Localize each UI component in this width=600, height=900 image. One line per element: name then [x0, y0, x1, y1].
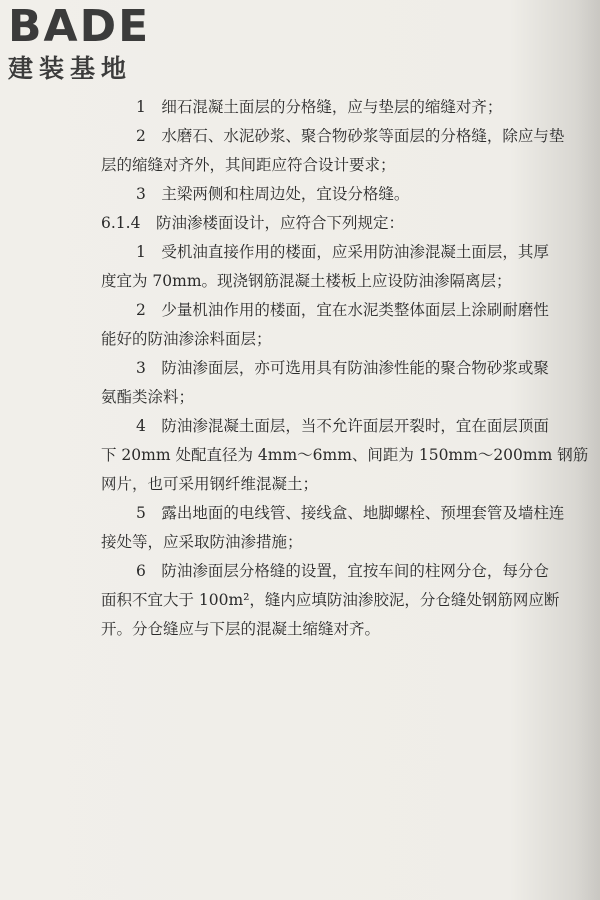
logo-mark: BADE	[8, 1, 151, 52]
text-line: 1 受机油直接作用的楼面，应采用防油渗混凝土面层，其厚	[136, 243, 549, 261]
text-line: 3 防油渗面层，亦可选用具有防油渗性能的聚合物砂浆或聚	[136, 359, 549, 377]
text-line: 接处等，应采取防油渗措施；	[101, 533, 303, 551]
text-line: 开。分仓缝应与下层的混凝土缩缝对齐。	[101, 620, 381, 638]
text-line: 层的缩缝对齐外，其间距应符合设计要求；	[101, 156, 396, 174]
text-line: 6 防油渗面层分格缝的设置，宜按车间的柱网分仓，每分仓	[136, 562, 549, 580]
text-line: 下 20mm 处配直径为 4mm～6mm、间距为 150mm～200mm 钢筋	[101, 446, 589, 464]
section-heading-6-1-4: 6.1.4 防油渗楼面设计，应符合下列规定：	[101, 214, 404, 232]
bade-logo	[8, 1, 151, 84]
text-line: 能好的防油渗涂料面层；	[101, 330, 272, 348]
text-line: 度宜为 70mm。现浇钢筋混凝土楼板上应设防油渗隔离层；	[101, 272, 512, 290]
text-line: 4 防油渗混凝土面层，当不允许面层开裂时，宜在面层顶面	[136, 417, 549, 435]
text-line: 2 少量机油作用的楼面，宜在水泥类整体面层上涂刷耐磨性	[136, 301, 549, 319]
text-line: 3 主梁两侧和柱周边处，宜设分格缝。	[136, 185, 410, 203]
text-line: 1 细石混凝土面层的分格缝，应与垫层的缩缝对齐；	[136, 98, 503, 116]
text-line: 2 水磨石、水泥砂浆、聚合物砂浆等面层的分格缝，除应与垫	[136, 127, 565, 145]
text-line: 网片，也可采用钢纤维混凝土；	[101, 475, 319, 493]
logo-subtitle: 建装基地	[8, 54, 133, 83]
text-line: 5 露出地面的电线管、接线盒、地脚螺栓、预埋套管及墙柱连	[136, 504, 565, 522]
text-line: 氨酯类涂料；	[101, 388, 195, 406]
text-line: 面积不宜大于 100m²，缝内应填防油渗胶泥，分仓缝处钢筋网应断	[101, 591, 560, 609]
